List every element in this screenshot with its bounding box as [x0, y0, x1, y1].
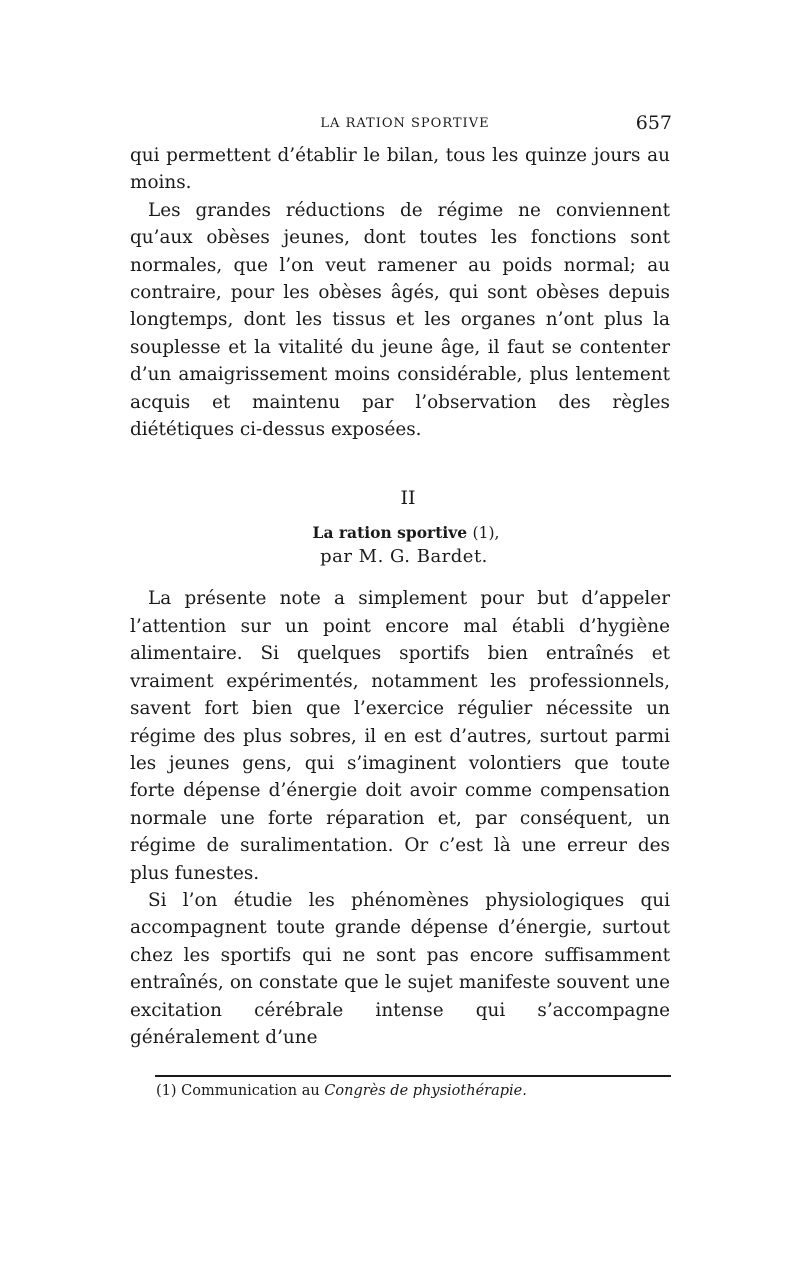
page-number: 657 [635, 112, 672, 134]
body-text-before [130, 142, 670, 443]
book-page [130, 110, 670, 1099]
running-title: LA RATION SPORTIVE [320, 116, 490, 131]
paragraph: Les grandes réductions de régime ne conviennent qu’aux obèses jeunes, dont toutes les fonctions sont normales, que l’on veut ramener au poids normal; au contraire, pour les obèses âgés, qui sont obèses depuis longtemps, dont les tissus et les organes n’ont plus la souplesse et la vitalité du jeune âge, il faut se contenter d’un amaigrissement moins considérable, plus lentement acquis et maintenu par l’observation des règles diététiques ci-dessus exposées. [130, 199, 670, 441]
paragraph: Si l’on étudie les phénomènes physiologiques qui accompagnent toute grande dépense d’énergie, surtout chez les sportifs qui ne sont pas encore suffisamment entraînés, on constate que le sujet manifeste souvent une excitation cérébrale intense qui s’accompagne généralement d’une [130, 889, 670, 1048]
footnote-marker: (1) [156, 1083, 177, 1100]
article-title [130, 523, 670, 542]
article-title-text: La ration sportive [312, 523, 468, 543]
article-author: par M. G. Bardet. [320, 546, 488, 568]
running-header [130, 110, 670, 142]
body-text-after [130, 585, 670, 1051]
paragraph: La présente note a simplement pour but d’appeler l’attention sur un point encore mal établi d’hygiène alimentaire. Si quelques sportifs bien entraînés et vraiment expérimentés, notamment les professionnels, savent fort bien que l’exercice régulier nécessite un régime des plus sobres, il en est d’autres, surtout parmi les jeunes gens, qui s’imaginent volontiers que toute forte dépense d’énergie doit avoir comme compensation normale une forte réparation et, par conséquent, un régime de suralimentation. Or c’est là une erreur des plus funestes. [130, 588, 670, 884]
footnote-reference: (1), [472, 524, 500, 543]
paragraph: qui permettent d’établir le bilan, tous les quinze jours au moins. [130, 145, 670, 194]
footnote-text: Communication au [181, 1083, 320, 1100]
footnote-italic-text: Congrès de physiothérapie. [324, 1083, 527, 1100]
section-number: II [400, 487, 416, 510]
footnote-divider [155, 1075, 671, 1077]
footnote [156, 1083, 670, 1099]
